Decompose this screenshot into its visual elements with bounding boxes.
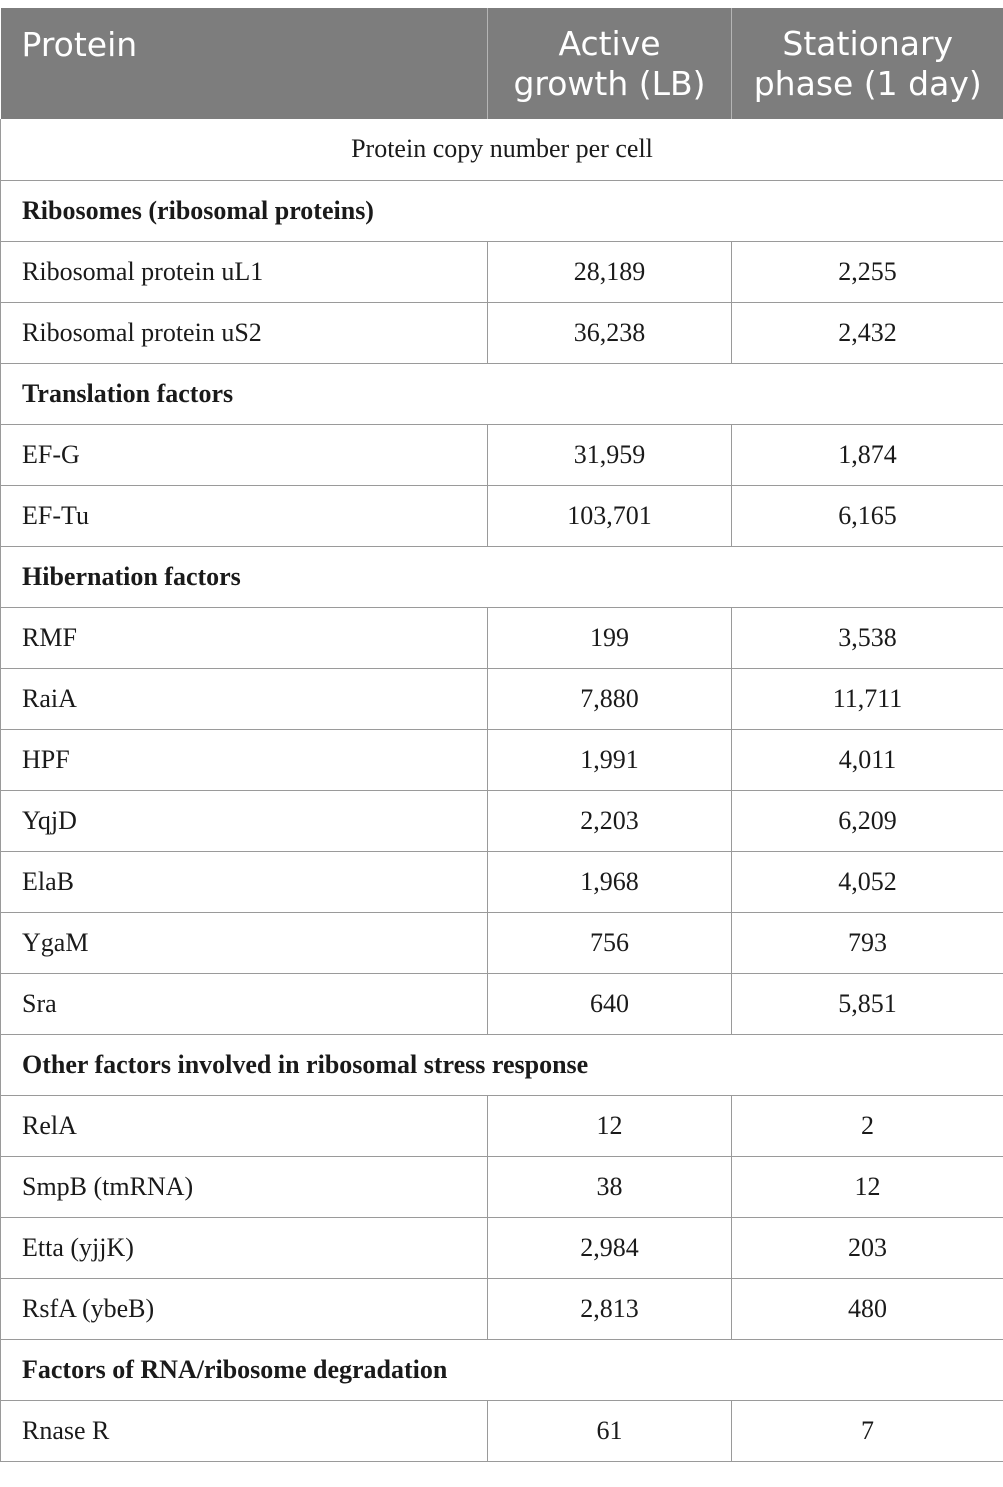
active-growth-cell: 31,959 [488, 424, 732, 485]
section-title: Ribosomes (ribosomal proteins) [1, 180, 1003, 241]
protein-name-cell: YqjD [1, 790, 488, 851]
section-row [1, 1034, 1003, 1095]
active-growth-cell: 61 [488, 1400, 732, 1461]
protein-name-cell: YgaM [1, 912, 488, 973]
protein-name-cell: HPF [1, 729, 488, 790]
table-row [1, 973, 1003, 1034]
protein-name-cell: RsfA (ybeB) [1, 1278, 488, 1339]
header-stationary-line2: phase (1 day) [753, 63, 982, 103]
stationary-phase-cell: 1,874 [732, 424, 1003, 485]
section-row [1, 1339, 1003, 1400]
stationary-phase-cell: 6,165 [732, 485, 1003, 546]
protein-table-container [0, 8, 1003, 1462]
active-growth-cell: 1,991 [488, 729, 732, 790]
stationary-phase-cell: 3,538 [732, 607, 1003, 668]
header-active-line1: Active [558, 23, 661, 63]
header-active-line2: growth (LB) [513, 63, 706, 103]
stationary-phase-cell: 203 [732, 1217, 1003, 1278]
section-title: Factors of RNA/ribosome degradation [1, 1339, 1003, 1400]
protein-name-cell: SmpB (tmRNA) [1, 1156, 488, 1217]
table-row [1, 607, 1003, 668]
stationary-phase-cell: 480 [732, 1278, 1003, 1339]
section-row [1, 363, 1003, 424]
protein-name-cell: Etta (yjjK) [1, 1217, 488, 1278]
active-growth-cell: 7,880 [488, 668, 732, 729]
table-row [1, 912, 1003, 973]
stationary-phase-cell: 793 [732, 912, 1003, 973]
section-title: Translation factors [1, 363, 1003, 424]
table-row [1, 1156, 1003, 1217]
section-title: Hibernation factors [1, 546, 1003, 607]
stationary-phase-cell: 11,711 [732, 668, 1003, 729]
stationary-phase-cell: 2 [732, 1095, 1003, 1156]
table-row [1, 302, 1003, 363]
section-row [1, 180, 1003, 241]
active-growth-cell: 1,968 [488, 851, 732, 912]
protein-copy-number-table [0, 8, 1003, 1462]
table-row [1, 790, 1003, 851]
stationary-phase-cell: 12 [732, 1156, 1003, 1217]
header-row [1, 8, 1003, 119]
protein-name-cell: Sra [1, 973, 488, 1034]
table-row [1, 1400, 1003, 1461]
active-growth-cell: 2,813 [488, 1278, 732, 1339]
active-growth-cell: 2,984 [488, 1217, 732, 1278]
active-growth-cell: 640 [488, 973, 732, 1034]
header-stationary-line1: Stationary [782, 23, 954, 63]
section-row [1, 546, 1003, 607]
header-protein: Protein [1, 8, 488, 119]
table-row [1, 424, 1003, 485]
protein-name-cell: RMF [1, 607, 488, 668]
protein-name-cell: ElaB [1, 851, 488, 912]
protein-name-cell: Ribosomal protein uL1 [1, 241, 488, 302]
active-growth-cell: 28,189 [488, 241, 732, 302]
table-header [1, 8, 1003, 119]
table-row [1, 668, 1003, 729]
stationary-phase-cell: 6,209 [732, 790, 1003, 851]
table-row [1, 1095, 1003, 1156]
table-row [1, 485, 1003, 546]
protein-name-cell: EF-Tu [1, 485, 488, 546]
table-row [1, 729, 1003, 790]
table-row [1, 1278, 1003, 1339]
active-growth-cell: 38 [488, 1156, 732, 1217]
table-row [1, 1217, 1003, 1278]
active-growth-cell: 12 [488, 1095, 732, 1156]
active-growth-cell: 36,238 [488, 302, 732, 363]
table-row [1, 241, 1003, 302]
header-active-growth [488, 8, 732, 119]
stationary-phase-cell: 2,432 [732, 302, 1003, 363]
table-row [1, 851, 1003, 912]
stationary-phase-cell: 4,011 [732, 729, 1003, 790]
caption-row [1, 119, 1003, 180]
table-body [1, 119, 1003, 1461]
protein-name-cell: EF-G [1, 424, 488, 485]
protein-name-cell: RelA [1, 1095, 488, 1156]
header-stationary-phase [732, 8, 1003, 119]
stationary-phase-cell: 2,255 [732, 241, 1003, 302]
table-caption: Protein copy number per cell [1, 119, 1003, 180]
active-growth-cell: 2,203 [488, 790, 732, 851]
section-title: Other factors involved in ribosomal stress response [1, 1034, 1003, 1095]
active-growth-cell: 103,701 [488, 485, 732, 546]
active-growth-cell: 756 [488, 912, 732, 973]
protein-name-cell: RaiA [1, 668, 488, 729]
stationary-phase-cell: 5,851 [732, 973, 1003, 1034]
active-growth-cell: 199 [488, 607, 732, 668]
protein-name-cell: Ribosomal protein uS2 [1, 302, 488, 363]
stationary-phase-cell: 7 [732, 1400, 1003, 1461]
stationary-phase-cell: 4,052 [732, 851, 1003, 912]
protein-name-cell: Rnase R [1, 1400, 488, 1461]
